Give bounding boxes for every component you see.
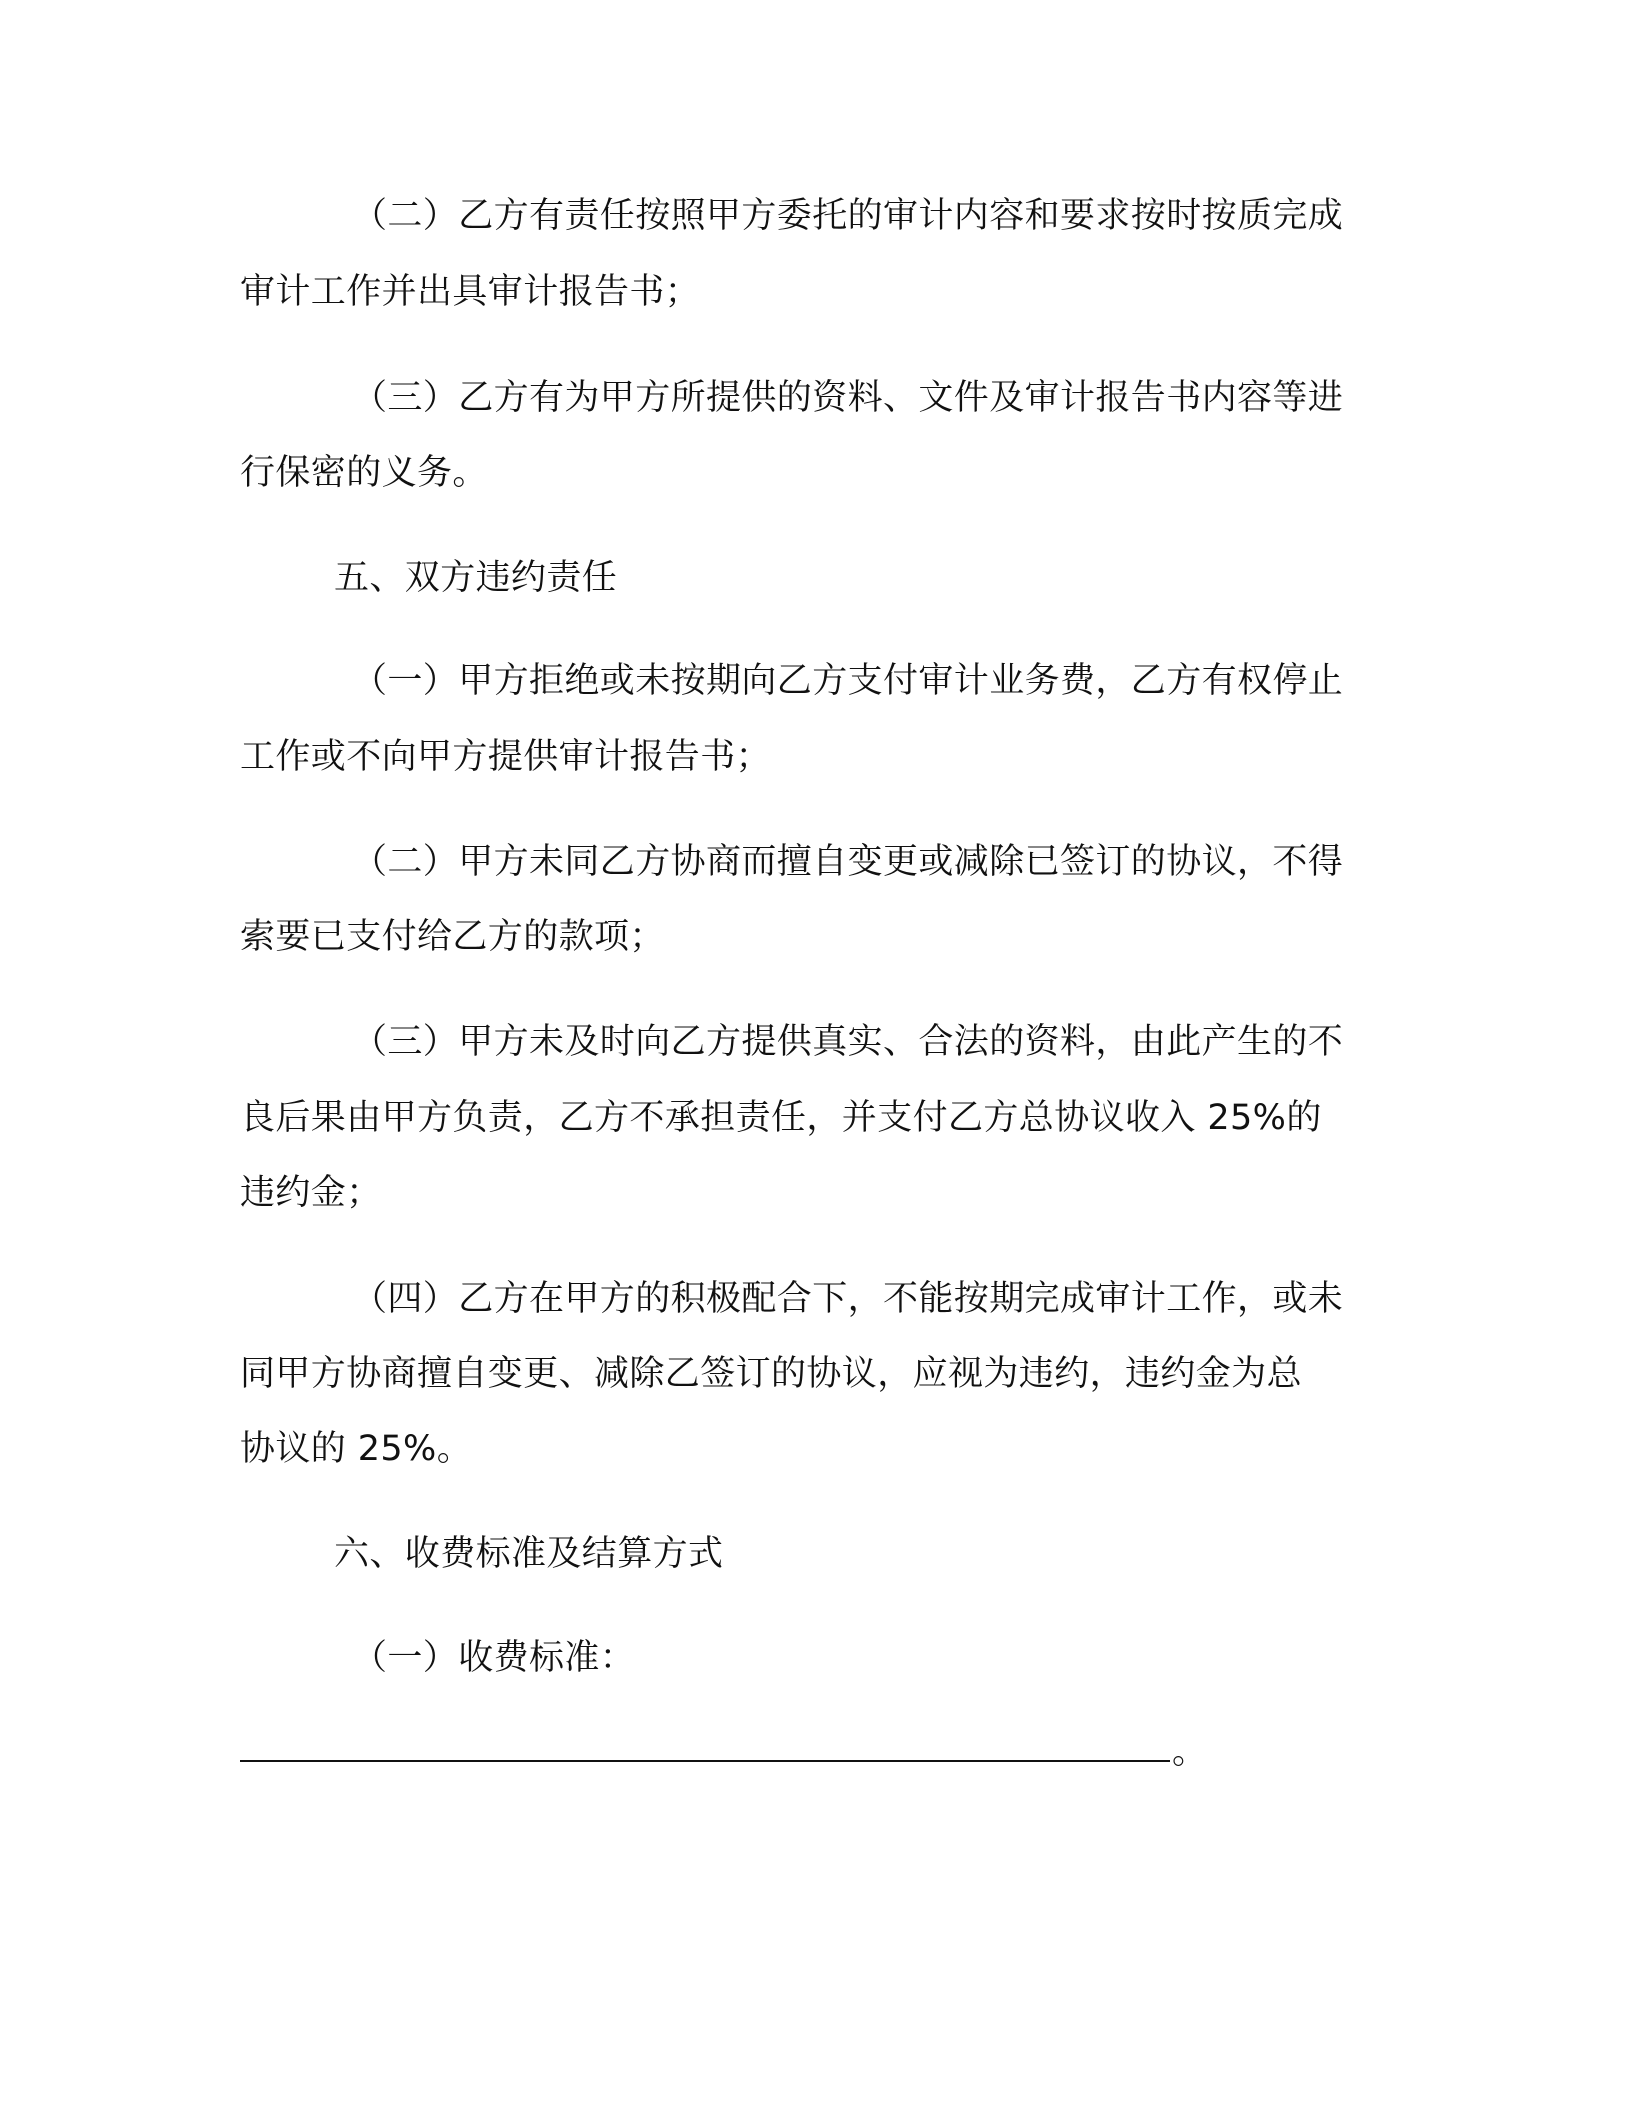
clause-3-line-1: （三）乙方有为甲方所提供的资料、文件及审计报告书内容等进: [352, 378, 1344, 418]
fill-in-rule: [240, 1760, 1170, 1762]
breach-2-line-1: （二）甲方未同乙方协商而擅自变更或减除已签订的协议，不得: [352, 842, 1344, 882]
section-heading-6: 六、收费标准及结算方式: [334, 1534, 724, 1574]
clause-2-line-2: 审计工作并出具审计报告书；: [240, 272, 701, 312]
breach-3-line-2: 良后果由甲方负责，乙方不承担责任，并支付乙方总协议收入 25%的: [240, 1098, 1322, 1138]
breach-2-line-2: 索要已支付给乙方的款项；: [240, 917, 665, 957]
breach-3-line-1: （三）甲方未及时向乙方提供真实、合法的资料，由此产生的不: [352, 1022, 1344, 1062]
clause-3-line-2: 行保密的义务。: [240, 453, 488, 493]
breach-1-line-2: 工作或不向甲方提供审计报告书；: [240, 737, 772, 777]
breach-4-line-3: 协议的 25%。: [240, 1429, 473, 1469]
breach-4-line-1: （四）乙方在甲方的积极配合下，不能按期完成审计工作，或未: [352, 1279, 1344, 1319]
section-heading-5: 五、双方违约责任: [334, 558, 618, 598]
breach-3-line-3: 违约金；: [240, 1173, 382, 1213]
clause-2-line-1: （二）乙方有责任按照甲方委托的审计内容和要求按时按质完成: [352, 196, 1344, 236]
fee-standard-label: （一）收费标准：: [352, 1638, 636, 1678]
breach-1-line-1: （一）甲方拒绝或未按期向乙方支付审计业务费，乙方有权停止: [352, 661, 1344, 701]
breach-4-line-2: 同甲方协商擅自变更、减除乙签订的协议，应视为违约，违约金为总: [240, 1354, 1303, 1394]
fee-blank-line: [240, 1730, 1208, 1772]
blank-line-period: 。: [1172, 1732, 1208, 1772]
